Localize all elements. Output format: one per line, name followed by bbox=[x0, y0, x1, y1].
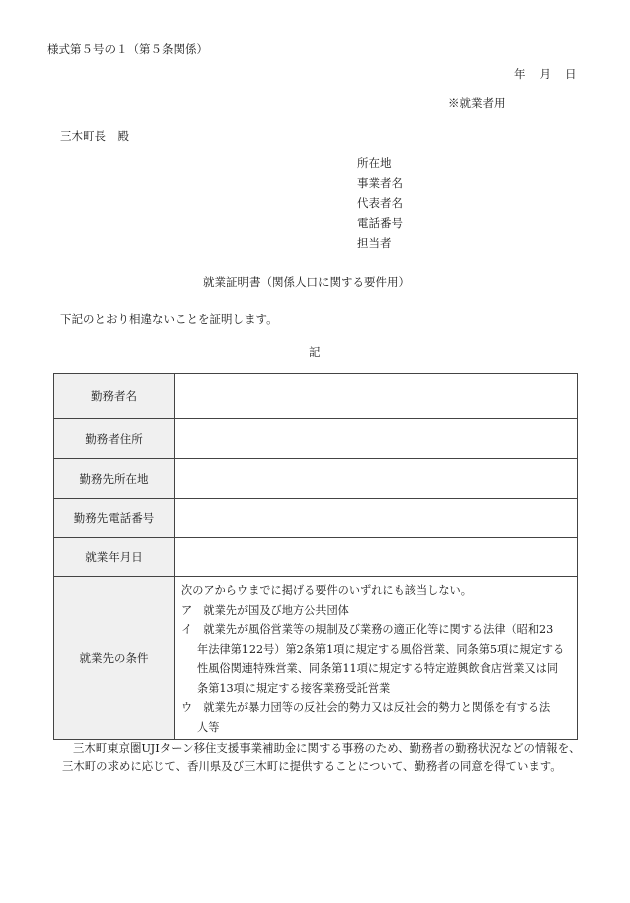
employer-name-label: 事業者名 bbox=[357, 176, 403, 190]
ki-heading: 記 bbox=[309, 345, 321, 359]
table-row bbox=[54, 374, 578, 419]
form-number: 様式第５号の１（第５条関係） bbox=[47, 42, 208, 56]
month-label: 月 bbox=[539, 67, 551, 81]
worker-use-note: ※就業者用 bbox=[448, 96, 506, 110]
workplace-phone-label: 勤務先電話番号 bbox=[54, 499, 175, 538]
employer-address-label: 所在地 bbox=[357, 156, 392, 170]
certificate-table bbox=[53, 373, 578, 740]
employment-date-field[interactable] bbox=[175, 538, 578, 577]
workplace-address-field[interactable] bbox=[175, 459, 578, 499]
employment-date-label: 就業年月日 bbox=[54, 538, 175, 577]
table-row bbox=[54, 459, 578, 499]
employee-address-label: 勤務者住所 bbox=[54, 419, 175, 459]
condition-intro: 次のアからウまでに掲げる要件のいずれにも該当しない。 bbox=[181, 584, 472, 597]
date-line bbox=[514, 66, 577, 82]
contact-person-label: 担当者 bbox=[357, 236, 392, 250]
table-row bbox=[54, 419, 578, 459]
workplace-conditions-text bbox=[175, 577, 578, 740]
workplace-address-label: 勤務先所在地 bbox=[54, 459, 175, 499]
day-label: 日 bbox=[565, 67, 577, 81]
representative-label: 代表者名 bbox=[357, 196, 403, 210]
employee-name-field[interactable] bbox=[175, 374, 578, 419]
condition-i-cont: 条第13項に規定する接客業務受託営業 bbox=[197, 681, 391, 695]
addressee: 三木町長 殿 bbox=[60, 129, 129, 143]
workplace-conditions-label: 就業先の条件 bbox=[54, 577, 175, 740]
table-row bbox=[54, 499, 578, 538]
employee-address-field[interactable] bbox=[175, 419, 578, 459]
consent-paragraph: 三木町東京圏UJIターン移住支援事業補助金に関する事務のため、勤務者の勤務状況などの情報を、三木町の求めに応じて、香川県及び三木町に提供することについて、勤務者の同意を得ています。 bbox=[62, 741, 581, 773]
workplace-phone-field[interactable] bbox=[175, 499, 578, 538]
year-label: 年 bbox=[514, 67, 526, 81]
document-title: 就業証明書（関係人口に関する要件用） bbox=[203, 275, 410, 289]
condition-u: ウ 就業先が暴力団等の反社会的勢力又は反社会的勢力と関係を有する法 bbox=[181, 701, 551, 714]
condition-a: ア 就業先が国及び地方公共団体 bbox=[181, 603, 349, 617]
condition-u-cont: 人等 bbox=[197, 720, 220, 734]
condition-i: イ 就業先が風俗営業等の規制及び業務の適正化等に関する法律（昭和23 bbox=[181, 623, 554, 636]
certification-statement: 下記のとおり相違ないことを証明します。 bbox=[60, 312, 278, 326]
condition-i-cont: 年法律第122号）第2条第1項に規定する風俗営業、同条第5項に規定する bbox=[197, 642, 565, 656]
condition-i-cont: 性風俗関連特殊営業、同条第11項に規定する特定遊興飲食店営業又は同 bbox=[197, 662, 559, 675]
table-row bbox=[54, 577, 578, 740]
table-row bbox=[54, 538, 578, 577]
employee-name-label: 勤務者名 bbox=[54, 374, 175, 419]
phone-label: 電話番号 bbox=[357, 216, 403, 230]
